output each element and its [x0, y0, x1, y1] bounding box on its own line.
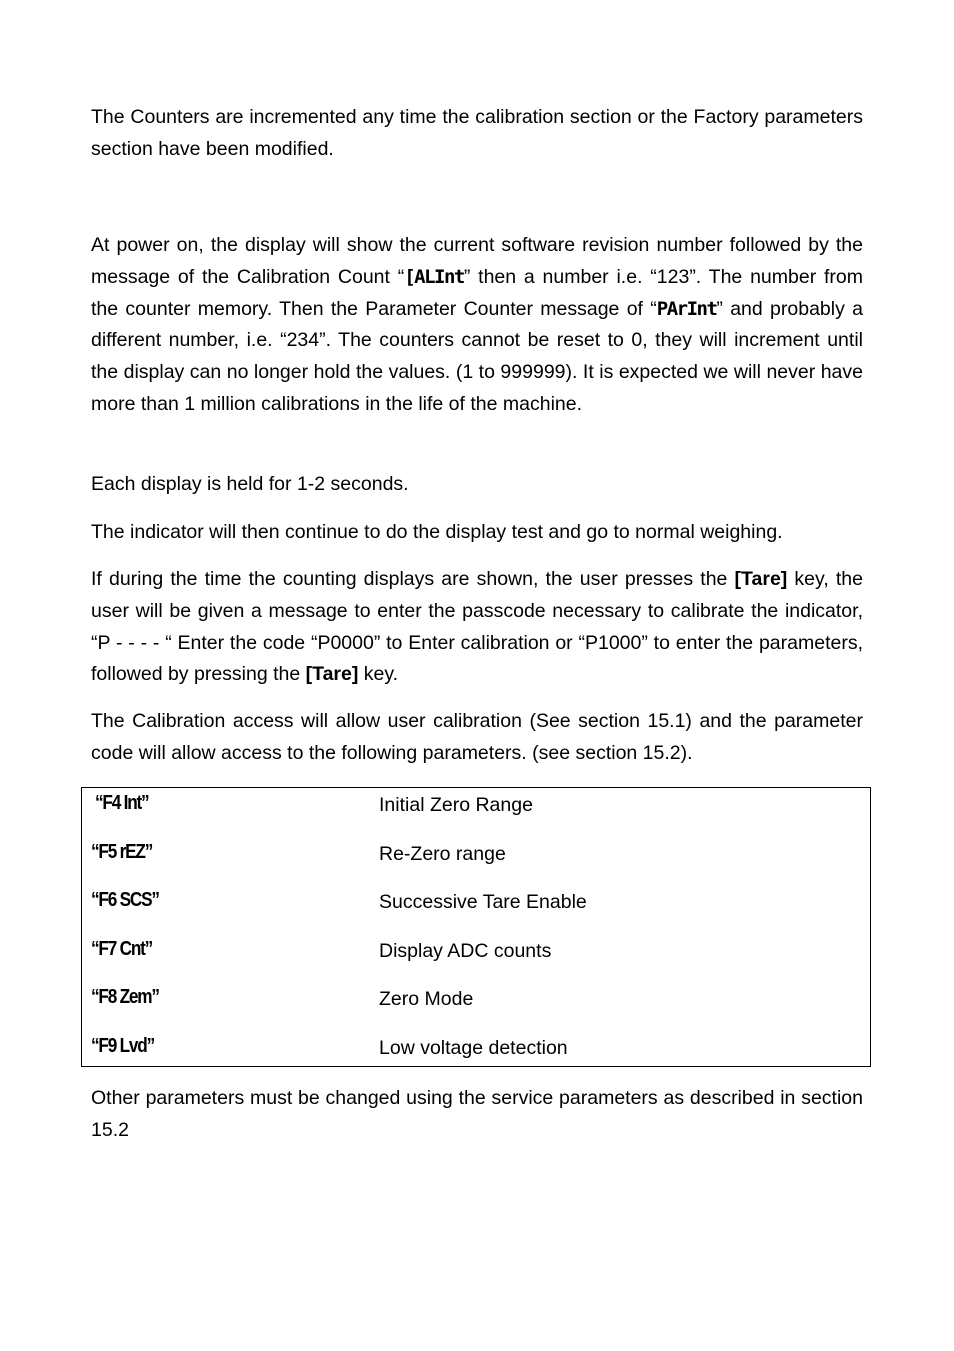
table-row	[82, 938, 870, 968]
table-row	[82, 1035, 870, 1065]
parameter-description: Re-Zero range	[379, 843, 506, 865]
parameter-description: Low voltage detection	[379, 1037, 568, 1059]
parameter-description: Initial Zero Range	[379, 794, 533, 816]
tare-text-b: key, the user will be given a message to enter the passcode necessary to calibrate the indicator, “P - - - - “ Enter the code “P0000” to Enter calibration or “P1000” to enter the parameters, followed by pressing the	[91, 568, 863, 686]
table-row	[82, 889, 870, 919]
paragraph-power-on	[91, 230, 863, 421]
parameter-code: “F9 Lvd”	[91, 1035, 155, 1057]
paragraph-display-test: The indicator will then continue to do the display test and go to normal weighing.	[91, 521, 783, 543]
parameter-code: “F6 SCS”	[91, 889, 159, 911]
parameters-table	[81, 787, 871, 1067]
paragraph-display-held: Each display is held for 1-2 seconds.	[91, 473, 409, 495]
tare-text-c: key.	[358, 663, 399, 686]
parameter-count-display-code: PArInt	[656, 297, 717, 320]
power-on-text-a: At power on, the display will show the current software revision number followed by the message of the Calibration Count “	[91, 234, 863, 288]
paragraph-other-parameters: Other parameters must be changed using the service parameters as described in section 15.2	[91, 1087, 863, 1141]
calibration-count-display-code: [ALInt	[404, 265, 464, 288]
table-row	[82, 986, 870, 1016]
parameter-code: “F8 Zem”	[91, 986, 159, 1008]
tare-text-a: If during the time the counting displays are shown, the user presses the	[91, 568, 735, 590]
parameter-code: “F5 rEZ”	[91, 841, 153, 863]
parameter-description: Successive Tare Enable	[379, 891, 587, 913]
parameter-description: Zero Mode	[379, 988, 474, 1010]
parameter-description: Display ADC counts	[379, 940, 552, 962]
table-row	[82, 792, 870, 822]
power-on-text-c: ” and probably a different number, i.e. “234”. The counters cannot be reset to 0, they will increment until the display can no longer hold the values. (1 to 999999). It is expected we will never have more than 1 million calibrations in the life of the machine.	[91, 297, 863, 415]
parameter-code: “F4 Int”	[95, 792, 149, 814]
paragraph-counters-increment: The Counters are incremented any time the calibration section or the Factory parameters section have been modified.	[91, 106, 863, 160]
paragraph-calibration-access: The Calibration access will allow user calibration (See section 15.1) and the parameter code will allow access to the following parameters. (see section 15.2).	[91, 710, 863, 764]
table-row	[82, 841, 870, 871]
tare-key-label-2: [Tare]	[305, 663, 359, 686]
tare-key-label: [Tare]	[734, 568, 788, 590]
paragraph-tare-passcode	[91, 564, 863, 691]
parameter-code: “F7 Cnt”	[91, 938, 153, 960]
power-on-text-b: ” then a number i.e. “123”. The number from the counter memory. Then the Parameter Counter message of “	[91, 265, 863, 320]
